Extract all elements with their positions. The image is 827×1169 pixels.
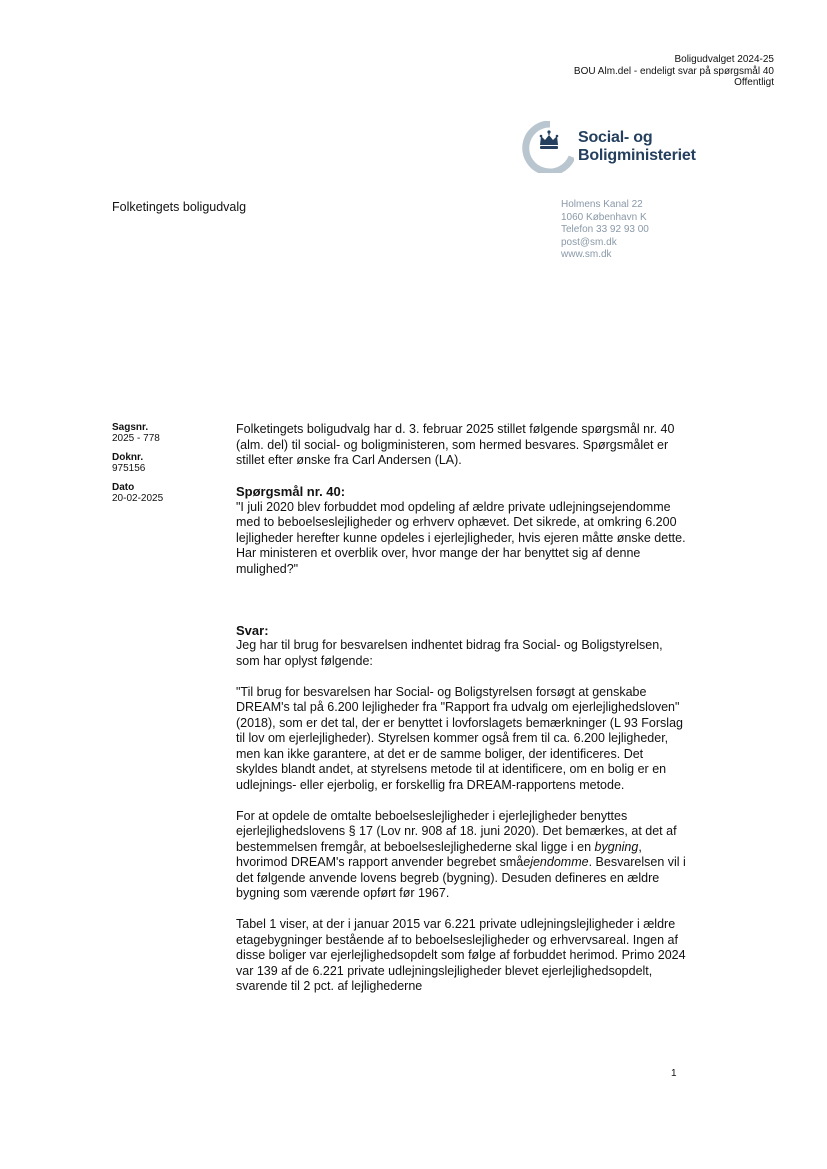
logo-text bbox=[578, 129, 696, 165]
header-line-1: Boligudvalget 2024-25 bbox=[674, 54, 774, 65]
address-street: Holmens Kanal 22 bbox=[561, 199, 643, 210]
intro-paragraph: Folketingets boligudvalg har d. 3. februar 2025 stillet følgende spørgsmål nr. 40 (alm. del) til social- og boligministeren, som hermed besvares. Spørgsmålet er stillet efter ønske fra Carl Andersen (LA). bbox=[236, 422, 675, 467]
sagsnr-value: 2025 - 778 bbox=[112, 432, 160, 444]
letter-body bbox=[236, 422, 686, 1010]
dato-label: Dato bbox=[112, 482, 135, 493]
page-number: 1 bbox=[671, 1068, 677, 1079]
doknr-value: 975156 bbox=[112, 462, 146, 474]
address-email: post@sm.dk bbox=[561, 236, 617, 248]
recipient: Folketingets boligudvalg bbox=[112, 200, 247, 214]
section-gap bbox=[236, 593, 686, 623]
doknr-block bbox=[112, 453, 212, 474]
dato-block bbox=[112, 483, 212, 504]
quote-p2-text-a: For at opdele de omtalte beboelseslejligheder i ejerlejligheder benyttes ejerlejlighedslovens § 17 (Lov nr. 908 af 18. juni 2020). Det bemærkes, at det af bestemmelsen fremgår, at beboelseslejlighederne skal ligge i en bbox=[236, 808, 677, 854]
quote-p2-emphasis-2: ejendomme bbox=[523, 855, 589, 869]
case-metadata bbox=[112, 423, 212, 513]
header-line-3: Offentligt bbox=[734, 77, 774, 88]
address-web: www.sm.dk bbox=[561, 249, 612, 260]
sagsnr-block bbox=[112, 423, 212, 444]
quote-p2-emphasis-1: bygning bbox=[594, 839, 639, 854]
quote-p2-text-c: . Besvarelsen vil i det følgende anvende lovens begreb (bygning). Desuden defineres en ældre bygning som værende opført før 1967. bbox=[236, 855, 686, 900]
dato-value: 20-02-2025 bbox=[112, 492, 164, 504]
question-heading: Spørgsmål nr. 40: bbox=[236, 484, 346, 499]
quote-p2-text-b: , hvorimod DREAM's rapport anvender begrebet små bbox=[236, 839, 642, 869]
header-line-2: BOU Alm.del - endeligt svar på spørgsmål 40 bbox=[573, 65, 774, 77]
doknr-label: Doknr. bbox=[112, 452, 144, 463]
answer-intro-paragraph: Jeg har til brug for besvarelsen indhentet bidrag fra Social- og Boligstyrelsen, som har oplyst følgende: bbox=[236, 638, 663, 668]
sender-address bbox=[561, 199, 649, 262]
document-header bbox=[454, 54, 774, 89]
answer-heading: Svar: bbox=[236, 622, 269, 638]
logo-ring-icon bbox=[518, 121, 574, 173]
logo-line-2: Boligministeriet bbox=[578, 147, 696, 164]
ministry-logo bbox=[518, 121, 718, 173]
quote-paragraph-2 bbox=[236, 809, 686, 902]
logo-line-1: Social- og bbox=[578, 129, 653, 146]
crown-icon bbox=[540, 130, 559, 149]
sagsnr-label: Sagsnr. bbox=[112, 422, 149, 433]
address-phone: Telefon 33 92 93 00 bbox=[561, 224, 649, 235]
quote-paragraph-1: "Til brug for besvarelsen har Social- og Boligstyrelsen forsøgt at genskabe DREAM's tal på 6.200 lejligheder fra "Rapport fra udvalg om ejerlejlighedsloven" (2018), som er det tal, der er benyttet i lovforslagets bemærkninger (L 93 Forslag til lov om ejerlejligheder). Styrelsen kommer også frem til ca. 6.200 lejligheder, men kan ikke garantere, at det er de samme boliger, der identificeres. Det skyldes blandt andet, at styrelsens metode til at identificere, om en bolig er en udlejnings- eller ejerbolig, er forskellig fra DREAM-rapportens metode. bbox=[236, 684, 683, 792]
quote-paragraph-3: Tabel 1 viser, at der i januar 2015 var 6.221 private udlejningslejligheder i ældre etagebygninger bestående af to beboelseslejligheder og erhvervsareal. Ingen af disse boliger var ejerlejlighedsopdelt som følge af forbuddet herimod. Primo 2024 var 139 af de 6.221 private udlejningslejligheder blevet ejerlejlighedsopdelt, svarende til 2 pct. af lejlighederne bbox=[236, 917, 686, 993]
address-city: 1060 København K bbox=[561, 211, 647, 223]
question-paragraph: "I juli 2020 blev forbuddet mod opdeling af ældre private udlejningsejendomme med to beboelseslejligheder og erhverv ophævet. Det sikrede, at omkring 6.200 lejligheder herefter kunne opdeles i ejerlejligheder, hvis ejeren måtte ønske dette. Har ministeren et overblik over, hvor mange der har benyttet sig af denne mulighed?" bbox=[236, 499, 686, 576]
